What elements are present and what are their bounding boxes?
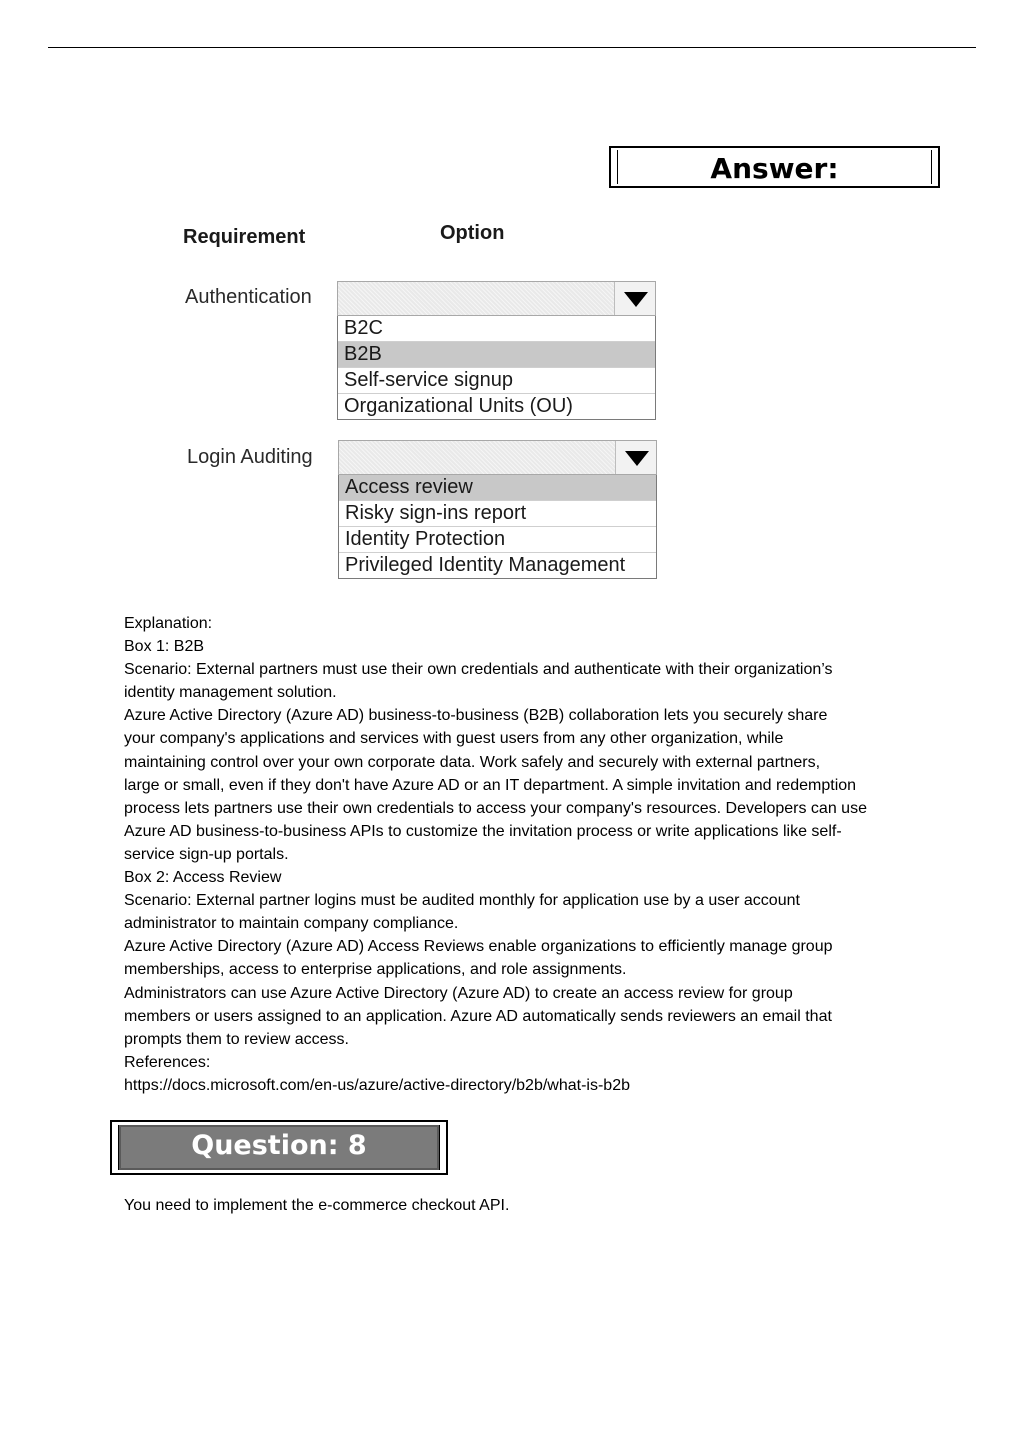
explanation-line: Administrators can use Azure Active Directory (Azure AD) to create an access review for group: [124, 984, 793, 1002]
explanation-line: memberships, access to enterprise applications, and role assignments.: [124, 961, 627, 979]
explanation-line: maintaining control over your own corporate data. Work safely and securely with external partners,: [124, 753, 821, 771]
reference-link[interactable]: https://docs.microsoft.com/en-us/azure/active-directory/b2b/what-is-b2b: [124, 1076, 630, 1094]
dropdown-option[interactable]: Risky sign-ins report: [339, 501, 656, 527]
explanation-line: identity management solution.: [124, 684, 337, 702]
authentication-label: Authentication: [185, 286, 312, 308]
dropdown-option[interactable]: Self-service signup: [338, 368, 655, 394]
explanation-line: service sign-up portals.: [124, 845, 289, 863]
explanation-line: administrator to maintain company compliance.: [124, 915, 459, 933]
dropdown-option-selected[interactable]: B2B: [338, 342, 655, 368]
explanation-line: Azure Active Directory (Azure AD) business-to-business (B2B) collaboration lets you securely share: [124, 707, 828, 725]
explanation-line: Azure Active Directory (Azure AD) Access Reviews enable organizations to efficiently manage group: [124, 938, 833, 956]
explanation-line: Explanation:: [124, 615, 213, 632]
explanation-line: members or users assigned to an application. Azure AD automatically sends reviewers an email that: [124, 1007, 832, 1025]
question-text: You need to implement the e-commerce checkout API.: [124, 1197, 510, 1214]
login-auditing-dropdown-field[interactable]: [338, 440, 657, 475]
chevron-down-icon[interactable]: [614, 282, 655, 315]
explanation-line: Box 2: Access Review: [124, 869, 282, 887]
dropdown-option[interactable]: Organizational Units (OU): [338, 394, 655, 419]
authentication-dropdown-field[interactable]: [337, 281, 656, 316]
answer-banner: [609, 146, 940, 188]
explanation-line: process lets partners use their own credentials to access your company's resources. Developers can use: [124, 799, 867, 817]
authentication-dropdown[interactable]: [337, 281, 656, 420]
login-auditing-label: Login Auditing: [187, 446, 313, 468]
answer-label: Answer:: [710, 152, 839, 185]
explanation-line: your company's applications and services with guest users from any other organization, while: [124, 730, 784, 748]
dropdown-option-selected[interactable]: Access review: [339, 475, 656, 501]
explanation-line: Azure AD business-to-business APIs to customize the invitation process or write applications like self-: [124, 822, 842, 840]
explanation-line: References:: [124, 1053, 211, 1071]
explanation-line: Scenario: External partner logins must be audited monthly for application use by a user account: [124, 892, 800, 910]
chevron-down-icon[interactable]: [615, 441, 656, 474]
dropdown-option[interactable]: Identity Protection: [339, 527, 656, 553]
authentication-option-list: [337, 316, 656, 420]
dropdown-option[interactable]: Privileged Identity Management: [339, 553, 656, 578]
login-auditing-dropdown[interactable]: [338, 440, 657, 579]
top-rule: [48, 47, 976, 48]
login-auditing-option-list: [338, 475, 657, 579]
question-banner: [110, 1120, 448, 1175]
question-number: Question: 8: [191, 1130, 367, 1161]
explanation-line: Box 1: B2B: [124, 638, 205, 656]
option-header: Option: [440, 222, 505, 244]
explanation-line: Scenario: External partners must use their own credentials and authenticate with their organization’s: [124, 661, 833, 679]
explanation-line: prompts them to review access.: [124, 1030, 349, 1048]
requirement-header: Requirement: [183, 226, 306, 248]
explanation-text: [124, 612, 944, 1097]
dropdown-option[interactable]: B2C: [338, 316, 655, 342]
explanation-line: large or small, even if they don't have Azure AD or an IT department. A simple invitation and redemption: [124, 776, 857, 794]
